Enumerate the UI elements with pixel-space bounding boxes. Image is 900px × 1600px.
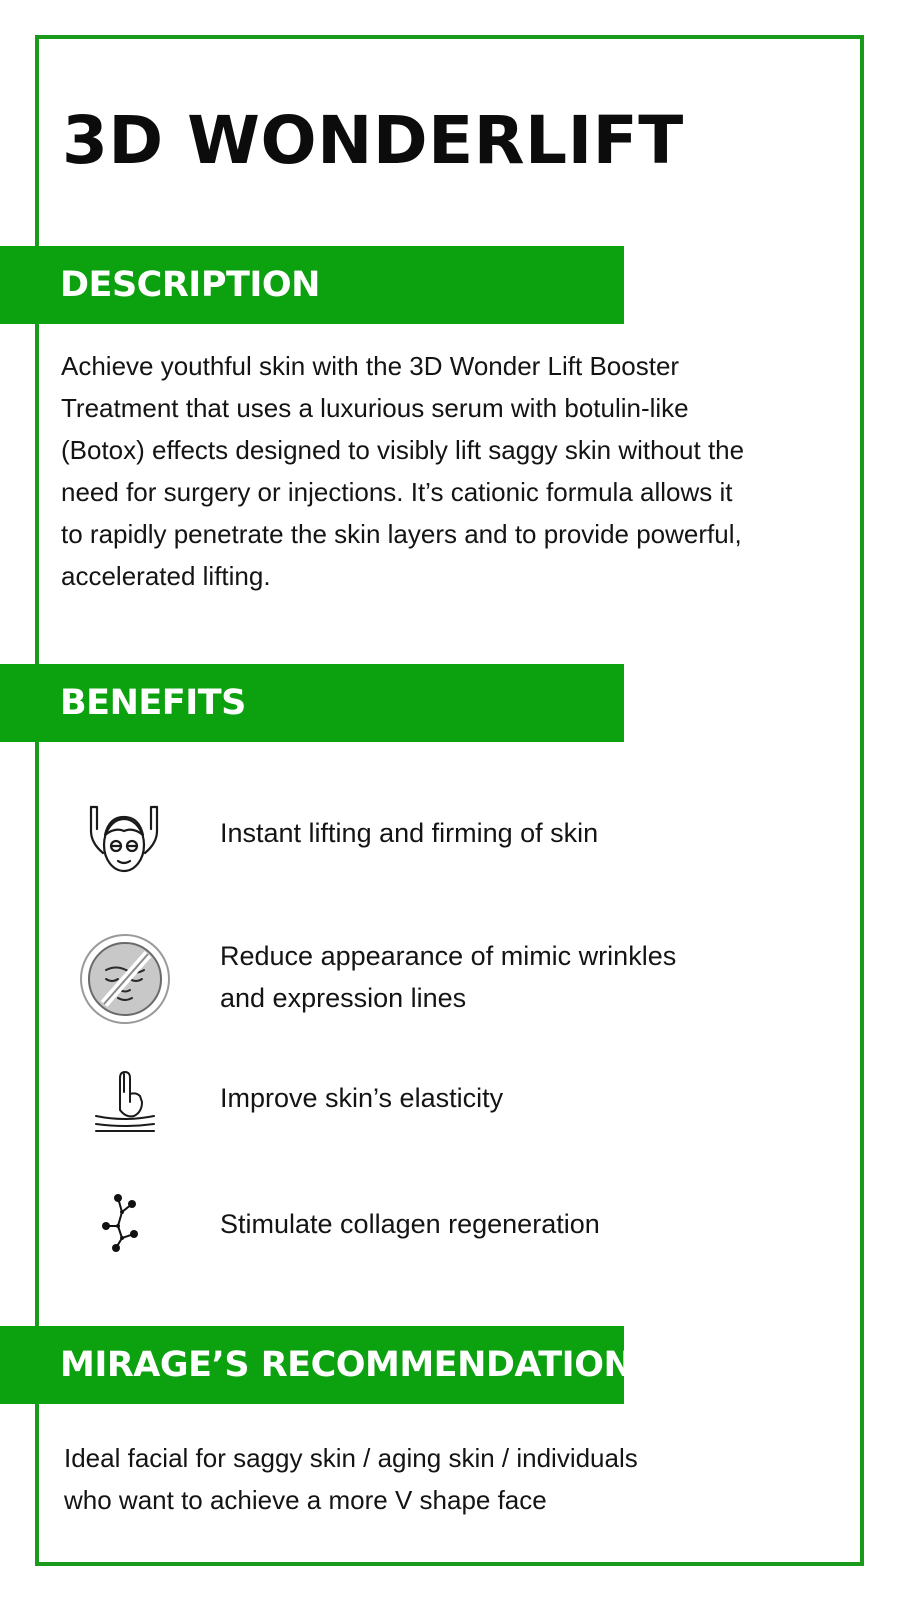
description-text [61, 345, 744, 597]
benefit-text [220, 1203, 600, 1245]
benefit-text [220, 1077, 503, 1119]
recommendation-banner [0, 1326, 633, 1404]
description-banner [0, 246, 624, 324]
benefit-line: Stimulate collagen regeneration [220, 1209, 600, 1239]
recommendation-text [64, 1437, 638, 1521]
benefit-line: and expression lines [220, 983, 467, 1013]
description-line: to rapidly penetrate the skin layers and to provide powerful, [61, 519, 742, 549]
description-line: need for surgery or injections. It’s cationic formula allows it [61, 477, 733, 507]
benefit-line: Reduce appearance of mimic wrinkles [220, 941, 677, 971]
skin-press-icon [90, 1068, 160, 1138]
face-lift-icon [85, 801, 163, 881]
benefit-line: Instant lifting and firming of skin [220, 818, 599, 848]
molecule-icon [100, 1190, 150, 1254]
description-line: (Botox) effects designed to visibly lift saggy skin without the [61, 435, 745, 465]
benefits-heading: BENEFITS [60, 683, 246, 723]
recommendation-line: who want to achieve a more V shape face [64, 1485, 547, 1515]
benefit-text [220, 935, 676, 1019]
description-heading: DESCRIPTION [60, 265, 320, 305]
benefit-text [220, 812, 598, 854]
benefit-line: Improve skin’s elasticity [220, 1083, 504, 1113]
recommendation-heading: MIRAGE’S RECOMMENDATION [60, 1345, 633, 1385]
recommendation-line: Ideal facial for saggy skin / aging skin / individuals [64, 1443, 638, 1473]
page-title: 3D WONDERLIFT [62, 102, 684, 179]
description-line: accelerated lifting. [61, 561, 271, 591]
description-line: Achieve youthful skin with the 3D Wonder Lift Booster [61, 351, 680, 381]
no-wrinkles-icon [78, 932, 172, 1026]
benefits-banner [0, 664, 624, 742]
description-line: Treatment that uses a luxurious serum with botulin-like [61, 393, 689, 423]
